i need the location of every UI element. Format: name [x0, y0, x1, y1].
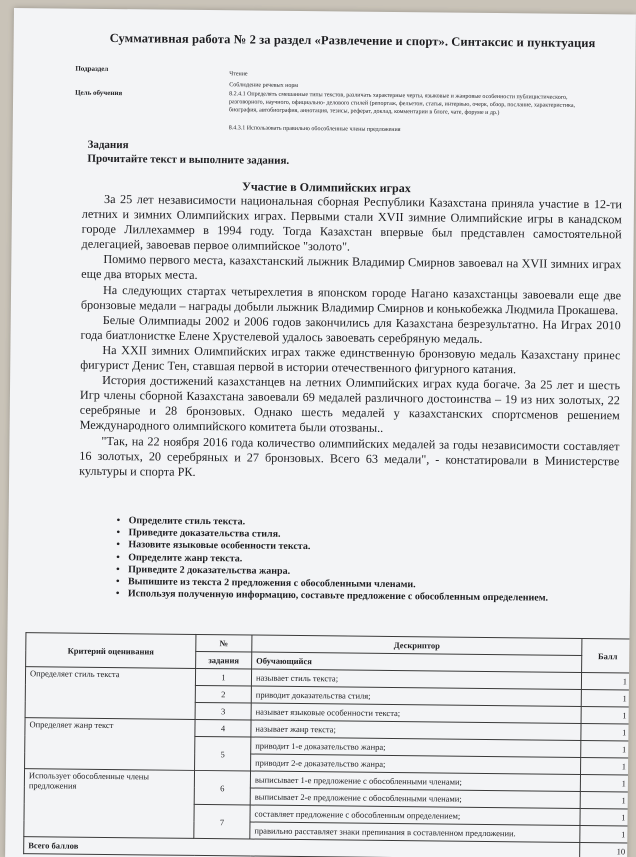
ball-header: Балл	[582, 638, 634, 673]
descriptor-cell: правильно расставляет знаки препинания в составленном предложении.	[250, 822, 580, 842]
tasks-subheading: Прочитайте текст и выполните задания.	[87, 152, 290, 167]
task-num: 4	[195, 719, 251, 737]
goal-value: 8.2.4.1 Определять смешанные типы текстов, различать характерные черты, языковые и жанровые особенности публицистического, разговорного, научного, официально- делового стилей (репортаж, фельетон, статья, интервью, очерк, обзор, послание, характеристика, биография, автобиография, аннотация, тезисы, реферат, доклад, комментарии в блоге, чате, форуме и др.)	[228, 91, 576, 117]
ball-cell: 1	[580, 825, 632, 843]
worksheet-page	[5, 8, 636, 857]
criterion-header: Критерий оценивания	[26, 633, 196, 669]
task-num: 2	[195, 685, 251, 703]
task-item: • Выпишите из текста 2 предложения с обособленными членами.	[116, 576, 586, 593]
total-value: 10	[580, 842, 632, 857]
descriptor-cell: называет жанр текста;	[251, 720, 581, 740]
ball-cell: 1	[581, 723, 633, 741]
paragraph: Белые Олимпиады 2002 и 2006 годов закончились для Казахстана безрезультатно. На Играх 2010 года биатлонистке Елене Хрустелевой удалось завоевать серебряную медаль.	[80, 312, 621, 346]
descriptor-cell: приводит 2-е доказательство жанра;	[251, 754, 581, 774]
ball-cell: 1	[581, 689, 633, 707]
task-list	[116, 515, 587, 605]
ball-cell: 1	[581, 757, 633, 775]
subsection-value: Чтение	[229, 71, 248, 78]
goal-value-2: 8.4.3.1 Использовать правильно обособленные члены предложения	[228, 125, 401, 134]
reading-text	[79, 192, 622, 484]
task-item: • Определите жанр текста.	[116, 552, 586, 569]
text-title: Участие в Олимпийских играх	[242, 179, 411, 196]
task-num: 6	[194, 770, 250, 805]
num-header: №	[196, 634, 252, 652]
ball-cell: 1	[581, 672, 633, 690]
paragraph: "Так, на 22 ноября 2016 года количество олимпийских медалей за годы независимости составляет 16 золотых, 20 серебряных и 27 бронзовых. Всего 63 медали", - констатировали в Министерстве культуры и спорта РК.	[79, 433, 620, 479]
task-item: • Определите стиль текста.	[117, 515, 587, 532]
criteria-table	[23, 632, 634, 857]
task-num: 7	[194, 804, 250, 839]
task-item: • Приведите доказательства стиля.	[116, 527, 586, 544]
speech-norms-line: Соблюдение речевых норм	[229, 82, 299, 89]
ball-cell: 1	[580, 791, 632, 809]
goal-label: Цель обучения	[75, 88, 123, 98]
task-header: задания	[196, 651, 252, 669]
task-num: 1	[195, 668, 251, 686]
paragraph: На XXII зимних Олимпийских играх также единственную бронзовую медаль Казахстану принес фигурист Денис Тен, ставшая первой в истории отечественного фигурного катания.	[80, 342, 621, 377]
subsection-label: Подраздел	[75, 64, 109, 73]
tasks-heading: Задания	[87, 138, 129, 152]
descriptor-cell: составляет предложение с обособленным определением;	[250, 805, 580, 825]
ball-cell: 1	[580, 808, 632, 826]
paragraph: Помимо первого места, казахстанский лыжник Владимир Смирнов завоевал на XVII зимних играх еще два вторых места.	[81, 252, 622, 283]
descriptor-header: Дескриптор	[252, 635, 582, 655]
descriptor-cell: приводит 1-е доказательство жанра;	[251, 737, 581, 757]
descriptor-cell: выписывает 1-е предложение с обособленными членами;	[250, 771, 580, 791]
descriptor-cell: приводит доказательства стиля;	[251, 686, 581, 706]
descriptor-cell: выписывает 2-е предложение с обособленными членами;	[250, 788, 580, 808]
descriptor-cell: называет языковые особенности текста;	[251, 703, 581, 723]
task-num: 3	[195, 702, 251, 720]
criterion-cell: Определяет стиль текста	[25, 667, 196, 720]
task-num: 5	[195, 736, 251, 771]
task-item: • Назовите языковые особенности текста.	[116, 540, 586, 557]
ball-cell: 1	[580, 774, 632, 792]
task-item: • Используя полученную информацию, составьте предложение с обособленным определением.	[116, 588, 586, 605]
total-label: Всего баллов	[24, 837, 580, 857]
criterion-cell: Определяет жанр текст	[25, 718, 196, 771]
paragraph: История достижений казахстанцев на летних Олимпийских играх куда богаче. За 25 лет и шесть Игр члены сборной Казахстана завоевали 69 медалей различного достоинства – 19 из них золотых, 22 серебряные и 28 бронзовых. Однако шесть медалей у казахстанских спортсменов решением Международного олимпийского комитета были отозваны..	[79, 373, 621, 436]
paragraph: На следующих стартах четырехлетия в японском городе Нагано казахстанцы завоевали еще две бронзовые медали – награды добыли лыжник Владимир Смирнов и конькобежка Людмила Прокашева.	[80, 282, 622, 317]
task-item: • Приведите 2 доказательства жанра.	[116, 564, 586, 581]
page-title: Суммативная работа № 2 за раздел «Развлечение и спорт». Синтаксис и пунктуация	[109, 31, 596, 51]
ball-cell: 1	[581, 706, 633, 724]
ball-cell: 1	[581, 740, 633, 758]
paragraph: За 25 лет независимости национальная сборная Республики Казахстана приняла участие в 12-ти летних и зимних Олимпийских играх. Первыми стали XVII зимние Олимпийские игры в канадском городе Лиллехаммер в 1994 году. Тогда Казахстан впервые был представлен самостоятельной делегацией, завоевав первое олимпийское "золото".	[81, 191, 623, 254]
descriptor-cell: называет стиль текста;	[251, 669, 581, 689]
learner-header: Обучающийся	[252, 652, 582, 672]
criterion-cell: Использует обособленные члены предложения	[24, 769, 195, 839]
